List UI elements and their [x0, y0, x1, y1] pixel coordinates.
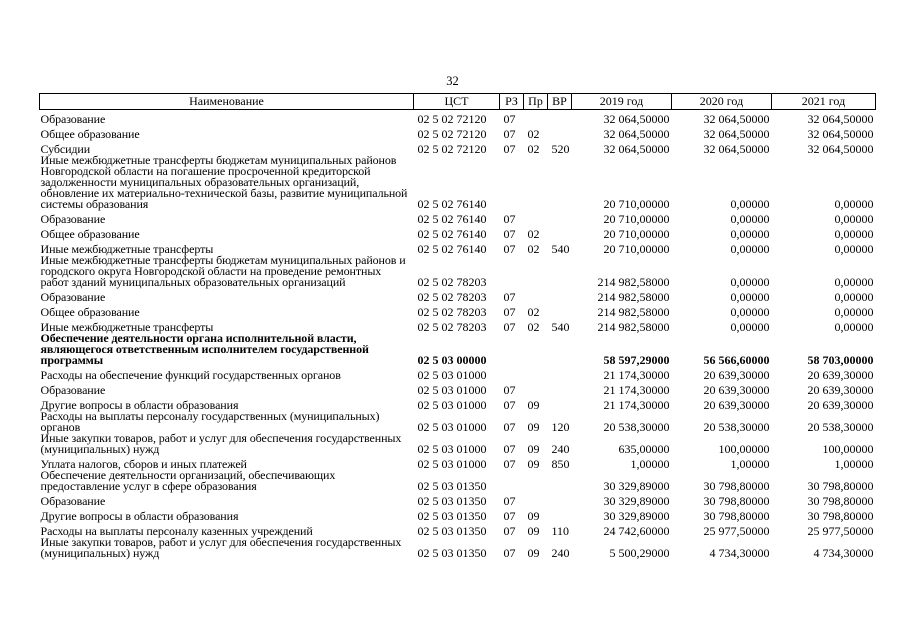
cell-name: Иные межбюджетные трансферты бюджетам муниципальных районов и городского округа Новгородской области на проведение ремонтных работ зданий муниципальных образовательных организаций [40, 253, 406, 289]
cell-vr [548, 303, 572, 318]
cell-2019: 30 329,89000 [603, 494, 670, 508]
cell-2021: 0,00000 [834, 227, 874, 241]
cell-2021: 58 703,00000 [807, 353, 874, 367]
table-row [40, 303, 876, 318]
cell-rz: 07 [503, 509, 516, 523]
cell-rz: 07 [503, 442, 516, 456]
table-header [40, 94, 876, 110]
cell-pr: 02 [527, 305, 540, 319]
cell-2021: 100,00000 [822, 442, 874, 456]
cell-pr: 02 [527, 127, 540, 141]
cell-2019: 214 982,58000 [597, 320, 670, 334]
cell-2020: 32 064,50000 [703, 127, 770, 141]
cell-pr: 09 [527, 546, 540, 560]
table-row [40, 333, 876, 366]
cell-2020: 0,00000 [730, 242, 770, 256]
cell-name: Иные межбюджетные трансферты бюджетам муниципальных районов Новгородской области на погашение просроченной кредиторской задолженности муниципальных образовательных организаций, обновление их материально-технической базы, развитие муниципальной системы образования [40, 153, 408, 211]
cell-cst: 02 5 03 01000 [417, 420, 487, 434]
cell-2021: 20 639,30000 [807, 398, 874, 412]
table-row [40, 110, 876, 126]
cell-rz [500, 255, 524, 288]
cell-pr: 02 [527, 320, 540, 334]
cell-2019: 20 710,00000 [603, 212, 670, 226]
cell-name: Иные межбюджетные трансферты [40, 242, 214, 256]
cell-name: Другие вопросы в области образования [40, 509, 239, 523]
cell-2021: 1,00000 [834, 457, 874, 471]
cell-cst: 02 5 03 01350 [417, 546, 487, 560]
cell-name: Расходы на обеспечение функций государственных органов [40, 368, 341, 382]
cell-2020: 0,00000 [730, 197, 770, 211]
cell-cst: 02 5 02 72120 [417, 127, 487, 141]
cell-2020: 0,00000 [730, 320, 770, 334]
cell-2019: 20 538,30000 [603, 420, 670, 434]
cell-2020: 32 064,50000 [703, 112, 770, 126]
cell-pr [524, 470, 548, 492]
cell-2020: 1,00000 [730, 457, 770, 471]
cell-2020: 20 639,30000 [703, 368, 770, 382]
cell-pr [524, 210, 548, 225]
cell-rz: 07 [503, 127, 516, 141]
cell-name: Образование [40, 383, 106, 397]
cell-name: Другие вопросы в области образования [40, 398, 239, 412]
table-row [40, 537, 876, 559]
cell-2021: 0,00000 [834, 320, 874, 334]
cell-rz: 07 [503, 227, 516, 241]
cell-2019: 32 064,50000 [603, 112, 670, 126]
cell-vr [548, 492, 572, 507]
cell-name: Общее образование [40, 127, 140, 141]
cell-2021: 30 798,80000 [807, 509, 874, 523]
cell-name: Общее образование [40, 227, 140, 241]
cell-vr [548, 288, 572, 303]
cell-pr: 02 [527, 227, 540, 241]
cell-rz: 07 [503, 524, 516, 538]
cell-2020: 20 538,30000 [703, 420, 770, 434]
cell-2019: 24 742,60000 [603, 524, 670, 538]
cell-vr [548, 366, 572, 381]
cell-vr [548, 396, 572, 411]
cell-2020: 25 977,50000 [703, 524, 770, 538]
cell-2019: 30 329,89000 [603, 509, 670, 523]
cell-2021: 32 064,50000 [807, 127, 874, 141]
cell-rz: 07 [503, 142, 516, 156]
cell-2020: 20 639,30000 [703, 398, 770, 412]
cell-name: Иные закупки товаров, работ и услуг для обеспечения государственных (муниципальных) нужд [40, 431, 402, 456]
cell-2019: 214 982,58000 [597, 275, 670, 289]
cell-2019: 21 174,30000 [603, 383, 670, 397]
cell-rz: 07 [503, 383, 516, 397]
cell-rz [500, 333, 524, 366]
cell-2021: 0,00000 [834, 305, 874, 319]
cell-2019: 20 710,00000 [603, 242, 670, 256]
cell-vr: 240 [551, 546, 570, 560]
cell-2021: 25 977,50000 [807, 524, 874, 538]
table-row [40, 210, 876, 225]
cell-2019: 5 500,29000 [609, 546, 670, 560]
cell-2020: 32 064,50000 [703, 142, 770, 156]
cell-cst: 02 5 03 01350 [417, 524, 487, 538]
table-row [40, 433, 876, 455]
header-2020: 2020 год [672, 94, 772, 110]
cell-name: Образование [40, 212, 106, 226]
header-name: Наименование [40, 94, 414, 110]
cell-vr [548, 255, 572, 288]
cell-pr [524, 492, 548, 507]
cell-2019: 635,00000 [618, 442, 670, 456]
cell-2020: 0,00000 [730, 290, 770, 304]
cell-2021: 0,00000 [834, 212, 874, 226]
header-rz: РЗ [500, 94, 524, 110]
cell-pr [524, 333, 548, 366]
cell-2019: 20 710,00000 [603, 227, 670, 241]
cell-vr: 240 [551, 442, 570, 456]
cell-name: Расходы на выплаты персоналу казенных учреждений [40, 524, 313, 538]
cell-pr [524, 366, 548, 381]
cell-2019: 32 064,50000 [603, 142, 670, 156]
cell-name: Общее образование [40, 305, 140, 319]
cell-pr [524, 381, 548, 396]
cell-pr [524, 155, 548, 210]
cell-vr: 540 [551, 320, 570, 334]
cell-2019: 214 982,58000 [597, 290, 670, 304]
cell-2020: 30 798,80000 [703, 494, 770, 508]
cell-cst: 02 5 03 01350 [417, 509, 487, 523]
cell-2020: 100,00000 [718, 442, 770, 456]
cell-2019: 32 064,50000 [603, 127, 670, 141]
cell-2019: 214 982,58000 [597, 305, 670, 319]
cell-2021: 0,00000 [834, 242, 874, 256]
cell-cst: 02 5 02 78203 [417, 320, 487, 334]
table-row [40, 492, 876, 507]
cell-name: Уплата налогов, сборов и иных платежей [40, 457, 247, 471]
cell-rz [500, 470, 524, 492]
cell-pr: 02 [527, 242, 540, 256]
cell-vr: 110 [551, 524, 570, 538]
cell-pr: 09 [527, 420, 540, 434]
table-row [40, 125, 876, 140]
cell-pr: 09 [527, 398, 540, 412]
cell-2021: 0,00000 [834, 290, 874, 304]
table-row [40, 366, 876, 381]
cell-2021: 0,00000 [834, 275, 874, 289]
cell-vr [548, 381, 572, 396]
cell-pr: 09 [527, 457, 540, 471]
cell-2021: 0,00000 [834, 197, 874, 211]
cell-cst: 02 5 03 00000 [417, 353, 487, 367]
cell-2020: 20 639,30000 [703, 383, 770, 397]
cell-cst: 02 5 03 01350 [417, 494, 487, 508]
cell-2019: 20 710,00000 [603, 197, 670, 211]
cell-cst: 02 5 03 01000 [417, 368, 487, 382]
cell-rz: 07 [503, 290, 516, 304]
cell-cst: 02 5 02 76140 [417, 242, 487, 256]
cell-name: Субсидии [40, 142, 91, 156]
cell-name: Образование [40, 290, 106, 304]
cell-rz: 07 [503, 212, 516, 226]
cell-vr [548, 125, 572, 140]
cell-cst: 02 5 02 76140 [417, 227, 487, 241]
header-cst: ЦСТ [414, 94, 500, 110]
cell-vr [548, 210, 572, 225]
cell-vr [548, 470, 572, 492]
cell-cst: 02 5 02 78203 [417, 305, 487, 319]
cell-cst: 02 5 03 01000 [417, 383, 487, 397]
cell-pr: 09 [527, 509, 540, 523]
cell-cst: 02 5 02 76140 [417, 212, 487, 226]
cell-2019: 1,00000 [630, 457, 670, 471]
cell-cst: 02 5 02 78203 [417, 290, 487, 304]
cell-2020: 0,00000 [730, 227, 770, 241]
cell-pr [524, 288, 548, 303]
cell-rz: 07 [503, 494, 516, 508]
cell-2019: 21 174,30000 [603, 398, 670, 412]
cell-vr [548, 155, 572, 210]
cell-vr [548, 333, 572, 366]
cell-cst: 02 5 03 01350 [417, 479, 487, 493]
cell-pr: 09 [527, 524, 540, 538]
cell-vr: 850 [551, 457, 570, 471]
table-row [40, 225, 876, 240]
cell-2019: 30 329,89000 [603, 479, 670, 493]
cell-2021: 30 798,80000 [807, 494, 874, 508]
cell-name: Образование [40, 494, 106, 508]
table-row [40, 507, 876, 522]
cell-2019: 58 597,29000 [603, 353, 670, 367]
table-row [40, 411, 876, 433]
cell-pr [524, 110, 548, 126]
cell-vr [548, 507, 572, 522]
cell-2020: 0,00000 [730, 305, 770, 319]
cell-cst: 02 5 02 78203 [417, 275, 487, 289]
cell-rz: 07 [503, 305, 516, 319]
table-row [40, 288, 876, 303]
cell-2020: 4 734,30000 [709, 546, 770, 560]
table-row [40, 470, 876, 492]
cell-name: Иные закупки товаров, работ и услуг для обеспечения государственных (муниципальных) нужд [40, 535, 402, 560]
cell-rz: 07 [503, 320, 516, 334]
cell-2021: 32 064,50000 [807, 142, 874, 156]
cell-name: Иные межбюджетные трансферты [40, 320, 214, 334]
table-row [40, 255, 876, 288]
cell-rz: 07 [503, 242, 516, 256]
cell-pr: 09 [527, 442, 540, 456]
cell-2021: 4 734,30000 [813, 546, 874, 560]
header-2019: 2019 год [572, 94, 672, 110]
cell-2019: 21 174,30000 [603, 368, 670, 382]
cell-2021: 32 064,50000 [807, 112, 874, 126]
cell-vr: 120 [551, 420, 570, 434]
budget-table [39, 93, 876, 559]
cell-name: Обеспечение деятельности организаций, обеспечивающих предоставление услуг в сфере образования [40, 468, 336, 493]
cell-rz: 07 [503, 112, 516, 126]
cell-2020: 30 798,80000 [703, 509, 770, 523]
cell-cst: 02 5 03 01000 [417, 398, 487, 412]
header-vr: ВР [548, 94, 572, 110]
cell-cst: 02 5 02 76140 [417, 197, 487, 211]
cell-rz: 07 [503, 398, 516, 412]
cell-name: Образование [40, 112, 106, 126]
table-body [40, 110, 876, 560]
cell-vr: 520 [551, 142, 570, 156]
cell-2021: 20 639,30000 [807, 383, 874, 397]
cell-pr [524, 255, 548, 288]
cell-cst: 02 5 03 01000 [417, 457, 487, 471]
cell-cst: 02 5 02 72120 [417, 112, 487, 126]
page-number: 32 [446, 74, 459, 88]
cell-rz [500, 155, 524, 210]
table-row [40, 155, 876, 210]
cell-2021: 30 798,80000 [807, 479, 874, 493]
cell-cst: 02 5 03 01000 [417, 442, 487, 456]
cell-2021: 20 639,30000 [807, 368, 874, 382]
cell-2020: 0,00000 [730, 212, 770, 226]
table-row [40, 381, 876, 396]
cell-rz: 07 [503, 546, 516, 560]
cell-rz [500, 366, 524, 381]
cell-2020: 56 566,60000 [703, 353, 770, 367]
header-2021: 2021 год [772, 94, 876, 110]
cell-vr [548, 225, 572, 240]
cell-name: Обеспечение деятельности органа исполнительной власти, являющегося ответственным исполнителем государственной программы [40, 331, 369, 367]
cell-pr: 02 [527, 142, 540, 156]
cell-cst: 02 5 02 72120 [417, 142, 487, 156]
cell-2021: 20 538,30000 [807, 420, 874, 434]
header-pr: Пр [524, 94, 548, 110]
cell-vr: 540 [551, 242, 570, 256]
cell-2020: 30 798,80000 [703, 479, 770, 493]
cell-rz: 07 [503, 457, 516, 471]
cell-2020: 0,00000 [730, 275, 770, 289]
cell-name: Расходы на выплаты персоналу государственных (муниципальных) органов [40, 409, 380, 434]
cell-vr [548, 110, 572, 126]
cell-rz: 07 [503, 420, 516, 434]
